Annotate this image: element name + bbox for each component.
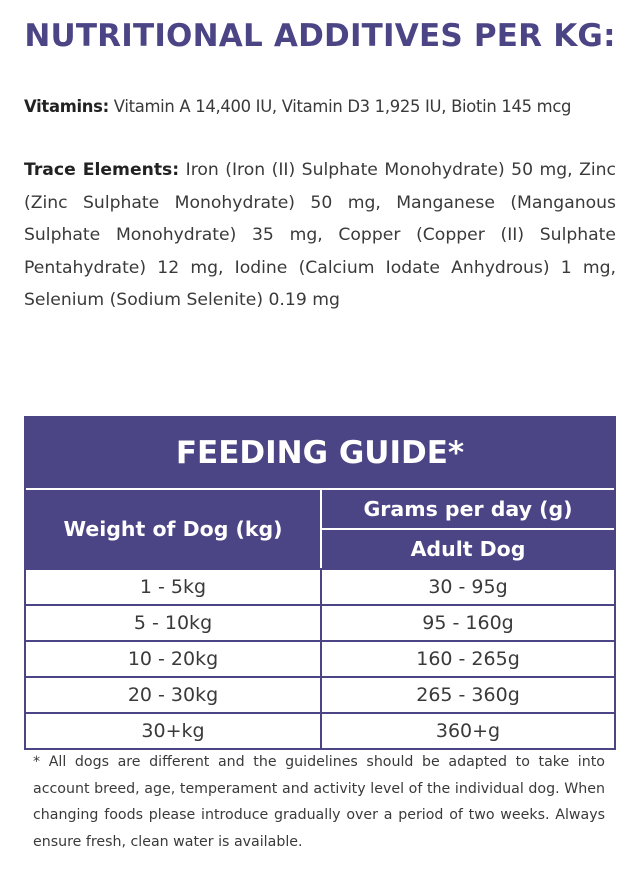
vitamins-label: Vitamins: <box>24 97 109 116</box>
trace-elements-label: Trace Elements: <box>24 160 180 180</box>
weight-cell: 30+kg <box>26 714 322 748</box>
grams-cell: 360+g <box>435 720 501 742</box>
weight-column-header: Weight of Dog (kg) <box>26 490 322 568</box>
table-row <box>26 640 614 676</box>
grams-cell: 160 - 265g <box>416 648 520 670</box>
page-title: NUTRITIONAL ADDITIVES PER KG: <box>24 18 616 54</box>
grams-cell: 30 - 95g <box>428 576 508 598</box>
feeding-guide-table <box>24 416 616 750</box>
table-row <box>26 568 614 604</box>
feeding-footnote: * All dogs are different and the guidelines should be adapted to take into account breed, age, temperament and activity level of the individual dog. When changing foods please introduce gradually over a period of two weeks. Always ensure fresh, clean water is available. <box>33 754 605 850</box>
feeding-guide-header <box>26 490 614 568</box>
grams-column-header-group <box>322 490 614 568</box>
weight-cell: 10 - 20kg <box>26 642 322 676</box>
grams-cell: 95 - 160g <box>422 612 514 634</box>
table-row <box>26 712 614 748</box>
weight-cell: 1 - 5kg <box>26 570 322 604</box>
weight-cell: 5 - 10kg <box>26 606 322 640</box>
feeding-guide-title: FEEDING GUIDE* <box>26 418 614 490</box>
grams-column-header: Grams per day (g) <box>322 490 614 530</box>
trace-elements-text: Iron (Iron (II) Sulphate Monohydrate) 50 mg, Zinc (Zinc Sulphate Monohydrate) 50 mg, Manganese (Manganous Sulphate Monohydrate) 35 mg, Copper (Copper (II) Sulphate Pentahydrate) 12 mg, Iodine (Calcium Iodate Anhydrous) 1 mg, Selenium (Sodium Selenite) 0.19 mg <box>24 160 617 310</box>
weight-cell: 20 - 30kg <box>26 678 322 712</box>
table-row <box>26 676 614 712</box>
table-row <box>26 604 614 640</box>
vitamins-text: Vitamin A 14,400 IU, Vitamin D3 1,925 IU, Biotin 145 mcg <box>108 97 572 116</box>
grams-cell: 265 - 360g <box>416 684 520 706</box>
vitamins-paragraph <box>24 91 616 124</box>
adult-dog-column-header: Adult Dog <box>410 537 526 561</box>
trace-elements-paragraph <box>24 154 616 317</box>
